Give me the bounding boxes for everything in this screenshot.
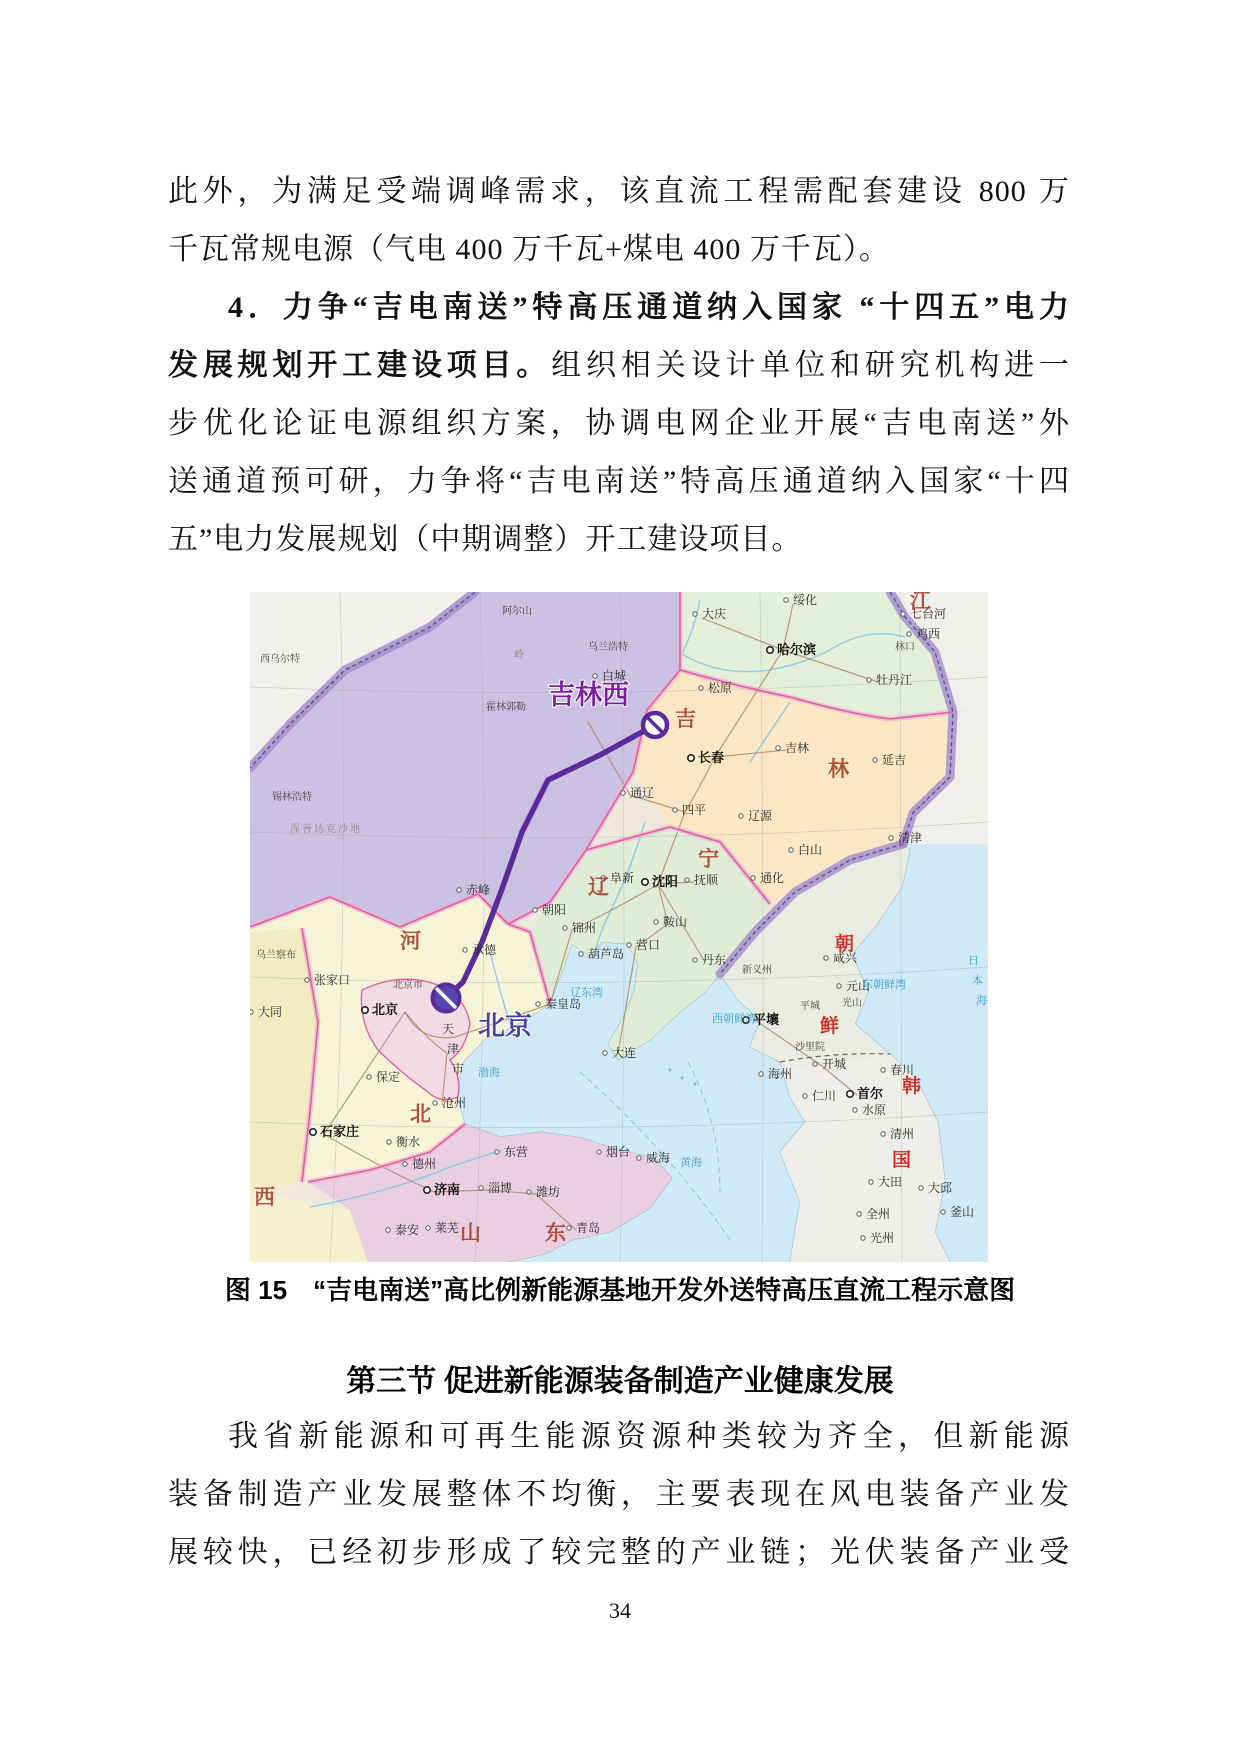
converter-station-beijing [433, 985, 460, 1012]
body-line: 此外，为满足受端调峰需求，该直流工程需配套建设 800 万 [168, 175, 1070, 208]
svg-text:承德: 承德 [472, 943, 497, 957]
svg-text:泰安: 泰安 [395, 1223, 420, 1237]
svg-text:松原: 松原 [708, 681, 733, 695]
svg-text:营口: 营口 [636, 938, 661, 952]
svg-text:辽: 辽 [588, 876, 609, 899]
svg-text:平城: 平城 [800, 1001, 820, 1012]
svg-text:仁川: 仁川 [812, 1089, 837, 1103]
svg-text:林口: 林口 [895, 642, 915, 653]
svg-text:春川: 春川 [890, 1063, 915, 1077]
page-number: 34 [609, 1598, 631, 1623]
svg-text:丹东: 丹东 [702, 953, 727, 967]
body-line: 发展规划开工建设项目。组织相关设计单位和研究机构进一 [168, 349, 1071, 382]
svg-text:哈尔滨: 哈尔滨 [777, 642, 817, 657]
svg-text:锦州: 锦州 [572, 921, 597, 935]
svg-text:天: 天 [442, 1022, 455, 1036]
svg-text:莱芜: 莱芜 [435, 1221, 460, 1235]
svg-text:全州: 全州 [866, 1207, 891, 1221]
svg-text:秦皇岛: 秦皇岛 [545, 997, 582, 1011]
body-line: 装备制造产业发展整体不均衡，主要表现在风电装备产业发 [168, 1478, 1070, 1511]
svg-text:平壤: 平壤 [753, 1012, 780, 1027]
svg-text:阜新: 阜新 [610, 871, 635, 885]
svg-text:西: 西 [254, 1186, 275, 1209]
svg-text:江: 江 [910, 592, 931, 613]
svg-text:鞍山: 鞍山 [663, 915, 688, 929]
svg-text:四平: 四平 [682, 803, 707, 817]
svg-text:北京市: 北京市 [393, 980, 423, 991]
svg-text:吉林西: 吉林西 [548, 680, 629, 710]
svg-text:威海: 威海 [646, 1151, 671, 1165]
body-line: 展较快，已经初步形成了较完整的产业链；光伏装备产业受 [168, 1536, 1070, 1569]
svg-text:牡丹江: 牡丹江 [876, 673, 913, 687]
svg-text:东营: 东营 [504, 1145, 529, 1159]
svg-text:东: 东 [545, 1222, 566, 1245]
svg-text:海州: 海州 [768, 1067, 793, 1081]
svg-text:岭: 岭 [514, 650, 526, 661]
svg-text:国: 国 [892, 1150, 912, 1171]
svg-text:新义州: 新义州 [742, 965, 772, 976]
svg-text:光山: 光山 [842, 998, 862, 1009]
svg-text:咸兴: 咸兴 [833, 951, 858, 965]
svg-text:青岛: 青岛 [576, 1221, 601, 1235]
svg-text:白城: 白城 [602, 669, 627, 683]
svg-text:吉林: 吉林 [785, 741, 810, 755]
svg-text:元山: 元山 [846, 979, 871, 993]
svg-text:辽源: 辽源 [748, 809, 773, 823]
body-line: 送通道预可研，力争将“吉电南送”特高压通道纳入国家“十四 [168, 465, 1070, 498]
svg-text:赤峰: 赤峰 [466, 883, 491, 897]
svg-text:张家口: 张家口 [314, 973, 351, 987]
svg-text:石家庄: 石家庄 [320, 1124, 360, 1139]
svg-text:绥化: 绥化 [793, 593, 818, 607]
svg-text:阿尔山: 阿尔山 [502, 606, 532, 617]
svg-text:保定: 保定 [376, 1070, 401, 1084]
svg-text:黄海: 黄海 [680, 1157, 702, 1169]
svg-text:乌兰察布: 乌兰察布 [256, 950, 296, 961]
svg-text:淄博: 淄博 [488, 1181, 513, 1195]
body-line: 步优化论证电源组织方案，协调电网企业开展“吉电南送”外 [168, 407, 1070, 440]
svg-text:鸡西: 鸡西 [916, 627, 941, 641]
paragraph-bottom [168, 1408, 1070, 1582]
svg-text:开城: 开城 [822, 1057, 847, 1071]
body-line: 千瓦常规电源（气电 400 万千瓦+煤电 400 万千瓦）。 [168, 233, 890, 266]
figure-map-image [250, 592, 988, 1262]
svg-text:西乌尔特: 西乌尔特 [260, 654, 300, 665]
svg-text:霍林郭勒: 霍林郭勒 [486, 702, 526, 713]
svg-text:朝: 朝 [835, 934, 855, 955]
svg-text:七台河: 七台河 [910, 607, 947, 621]
svg-text:通辽: 通辽 [630, 786, 655, 800]
svg-text:北: 北 [410, 1103, 431, 1126]
svg-text:潍坊: 潍坊 [536, 1185, 561, 1199]
paragraph-top [168, 163, 1070, 569]
svg-text:乌兰浩特: 乌兰浩特 [588, 642, 628, 653]
svg-text:山: 山 [460, 1222, 481, 1245]
svg-text:清津: 清津 [898, 831, 923, 845]
svg-text:海: 海 [976, 995, 987, 1007]
svg-text:鲜: 鲜 [820, 1016, 840, 1037]
svg-text:河: 河 [400, 930, 421, 953]
converter-station-jilinxi [643, 713, 667, 737]
svg-text:宁: 宁 [698, 848, 719, 871]
svg-text:辽东湾: 辽东湾 [570, 987, 603, 999]
svg-text:本: 本 [972, 975, 983, 987]
svg-text:釜山: 釜山 [950, 1205, 975, 1219]
svg-text:锡林浩特: 锡林浩特 [272, 792, 312, 803]
svg-text:东朝鲜湾: 东朝鲜湾 [862, 979, 906, 991]
svg-text:沈阳: 沈阳 [652, 874, 679, 889]
svg-text:德州: 德州 [412, 1157, 437, 1171]
svg-text:首尔: 首尔 [857, 1086, 884, 1101]
svg-text:通化: 通化 [760, 871, 785, 885]
svg-text:西朝鲜湾: 西朝鲜湾 [712, 1013, 756, 1025]
svg-text:吉: 吉 [675, 708, 696, 731]
svg-text:北京: 北京 [372, 1002, 399, 1017]
svg-text:日: 日 [968, 955, 979, 967]
svg-text:沙里院: 沙里院 [795, 1042, 825, 1053]
svg-text:抚顺: 抚顺 [694, 873, 719, 887]
section-heading: 第三节 促进新能源装备制造产业健康发展 [346, 1365, 894, 1398]
svg-text:水原: 水原 [862, 1103, 887, 1117]
svg-text:大同: 大同 [258, 1005, 283, 1019]
svg-text:韩: 韩 [902, 1076, 922, 1097]
svg-text:大庆: 大庆 [702, 607, 727, 621]
svg-text:衡水: 衡水 [396, 1135, 421, 1149]
body-line: 我省新能源和可再生能源资源种类较为齐全，但新能源 [228, 1420, 1070, 1453]
svg-text:大连: 大连 [612, 1046, 637, 1060]
svg-text:大田: 大田 [878, 1175, 903, 1189]
svg-text:白山: 白山 [798, 843, 823, 857]
svg-text:葫芦岛: 葫芦岛 [588, 947, 625, 961]
svg-text:大邱: 大邱 [928, 1181, 953, 1195]
svg-text:长春: 长春 [698, 750, 725, 765]
svg-text:北京: 北京 [478, 1011, 532, 1041]
body-line: 4．力争“吉电南送”特高压通道纳入国家 “十四五”电力 [228, 291, 1070, 324]
svg-text:延吉: 延吉 [882, 753, 907, 767]
svg-text:朝阳: 朝阳 [542, 903, 567, 917]
svg-text:沧州: 沧州 [442, 1096, 467, 1110]
svg-text:光州: 光州 [870, 1231, 895, 1245]
svg-text:浑善达克沙地: 浑善达克沙地 [290, 824, 362, 835]
map-svg [250, 592, 988, 1262]
figure-caption: 图 15 “吉电南送”高比例新能源基地开发外送特高压直流工程示意图 [224, 1275, 1016, 1305]
svg-text:烟台: 烟台 [606, 1145, 631, 1159]
svg-text:清州: 清州 [890, 1127, 915, 1141]
body-line: 五”电力发展规划（中期调整）开工建设项目。 [168, 523, 803, 556]
svg-text:津: 津 [447, 1042, 460, 1056]
svg-text:林: 林 [828, 758, 849, 781]
svg-text:济南: 济南 [434, 1182, 461, 1197]
svg-text:市: 市 [452, 1062, 465, 1076]
svg-text:渤海: 渤海 [478, 1067, 500, 1079]
